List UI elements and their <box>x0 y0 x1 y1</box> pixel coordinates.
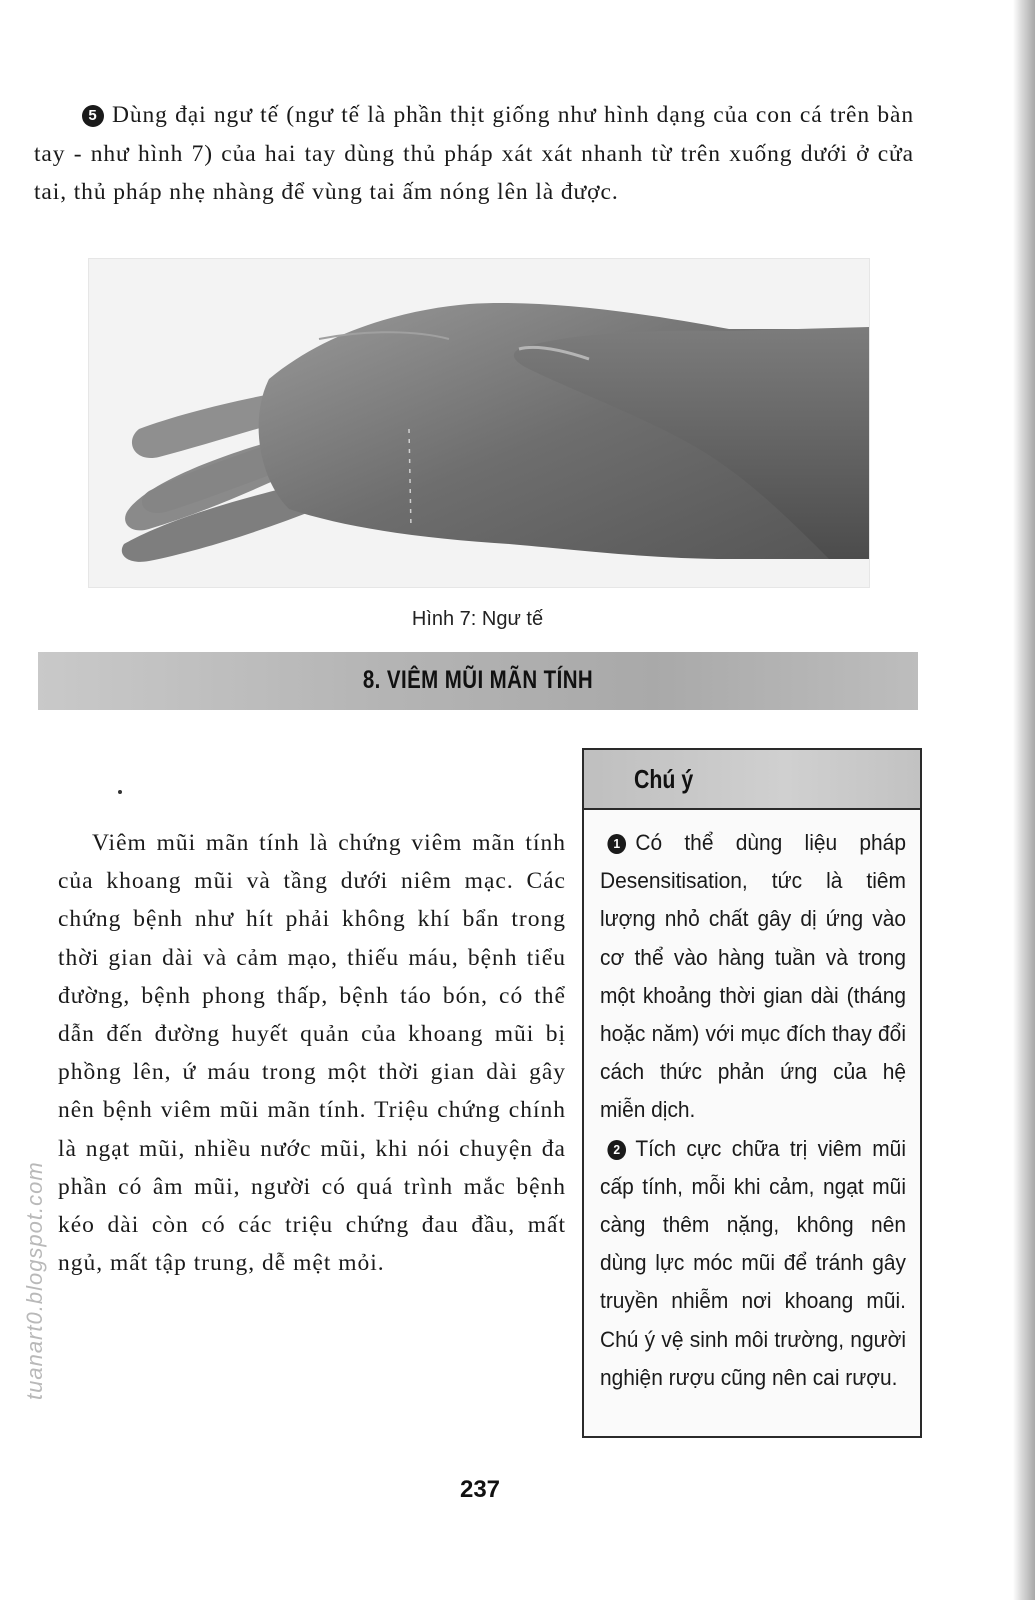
note-box <box>582 748 922 1438</box>
hand-photo <box>88 258 870 588</box>
intro-paragraph <box>34 96 914 212</box>
intro-text: Dùng đại ngư tế (ngư tế là phần thịt giống như hình dạng của con cá trên bàn tay - như hình 7) của hai tay dùng thủ pháp xát xát nhanh từ trên xuống dưới ở cửa tai, thủ pháp nhẹ nhàng để vùng tai ấm nóng lên là được. <box>34 102 914 205</box>
note-title: Chú ý <box>634 764 694 794</box>
page-edge-shadow <box>1013 0 1035 1600</box>
note-header <box>584 750 920 810</box>
stray-dot <box>118 790 122 794</box>
step-number-badge: 5 <box>82 105 104 127</box>
figure-caption: Hình 7: Ngư tế <box>411 608 544 630</box>
body-paragraph <box>58 824 566 1282</box>
note-item <box>600 824 906 1130</box>
section-header-bar <box>38 652 918 710</box>
hand-illustration <box>89 259 869 587</box>
body-text: Viêm mũi mãn tính là chứng viêm mãn tính của khoang mũi và tầng dưới niêm mạc. Các chứng bệnh như hít phải không khí bẩn trong thời gian dài và cảm mạo, thiếu máu, bệnh tiểu đường, bệnh phong thấp, bệnh táo bón, có thể dẫn đến đường huyết quản của khoang mũi bị phồng lên, ứ máu trong một thời gian dài gây nên bệnh viêm mũi mãn tính. Triệu chứng chính là ngạt mũi, nhiều nước mũi, khi nói chuyện đa phần có âm mũi, người có quá trình mắc bệnh kéo dài còn có các triệu chứng đau đầu, mất ngủ, mất tập trung, dễ mệt mỏi. <box>58 830 566 1277</box>
note-item-text: Tích cực chữa trị viêm mũi cấp tính, mỗi khi cảm, ngạt mũi càng thêm nặng, không nên dùng lực móc mũi để tránh gây truyền nhiễm nơi khoang mũi. Chú ý vệ sinh môi trường, người nghiện rượu cũng nên cai rượu. <box>600 1135 906 1390</box>
note-item-number: 2 <box>607 1140 626 1160</box>
watermark-text: tuanart0.blogspot.com <box>22 1161 47 1400</box>
note-item-number: 1 <box>607 834 626 854</box>
page-number: 237 <box>459 1476 501 1503</box>
note-item <box>600 1130 906 1397</box>
note-body <box>600 824 906 1397</box>
section-title: 8. VIÊM MŨI MÃN TÍNH <box>362 666 594 694</box>
note-item-text: Có thể dùng liệu pháp Desensitisation, tức là tiêm lượng nhỏ chất gây dị ứng vào cơ thể vào hàng tuần và trong một khoảng thời gian dài (tháng hoặc năm) với mục đích thay đổi cách thức phản ứng của hệ miễn dịch. <box>600 830 906 1123</box>
